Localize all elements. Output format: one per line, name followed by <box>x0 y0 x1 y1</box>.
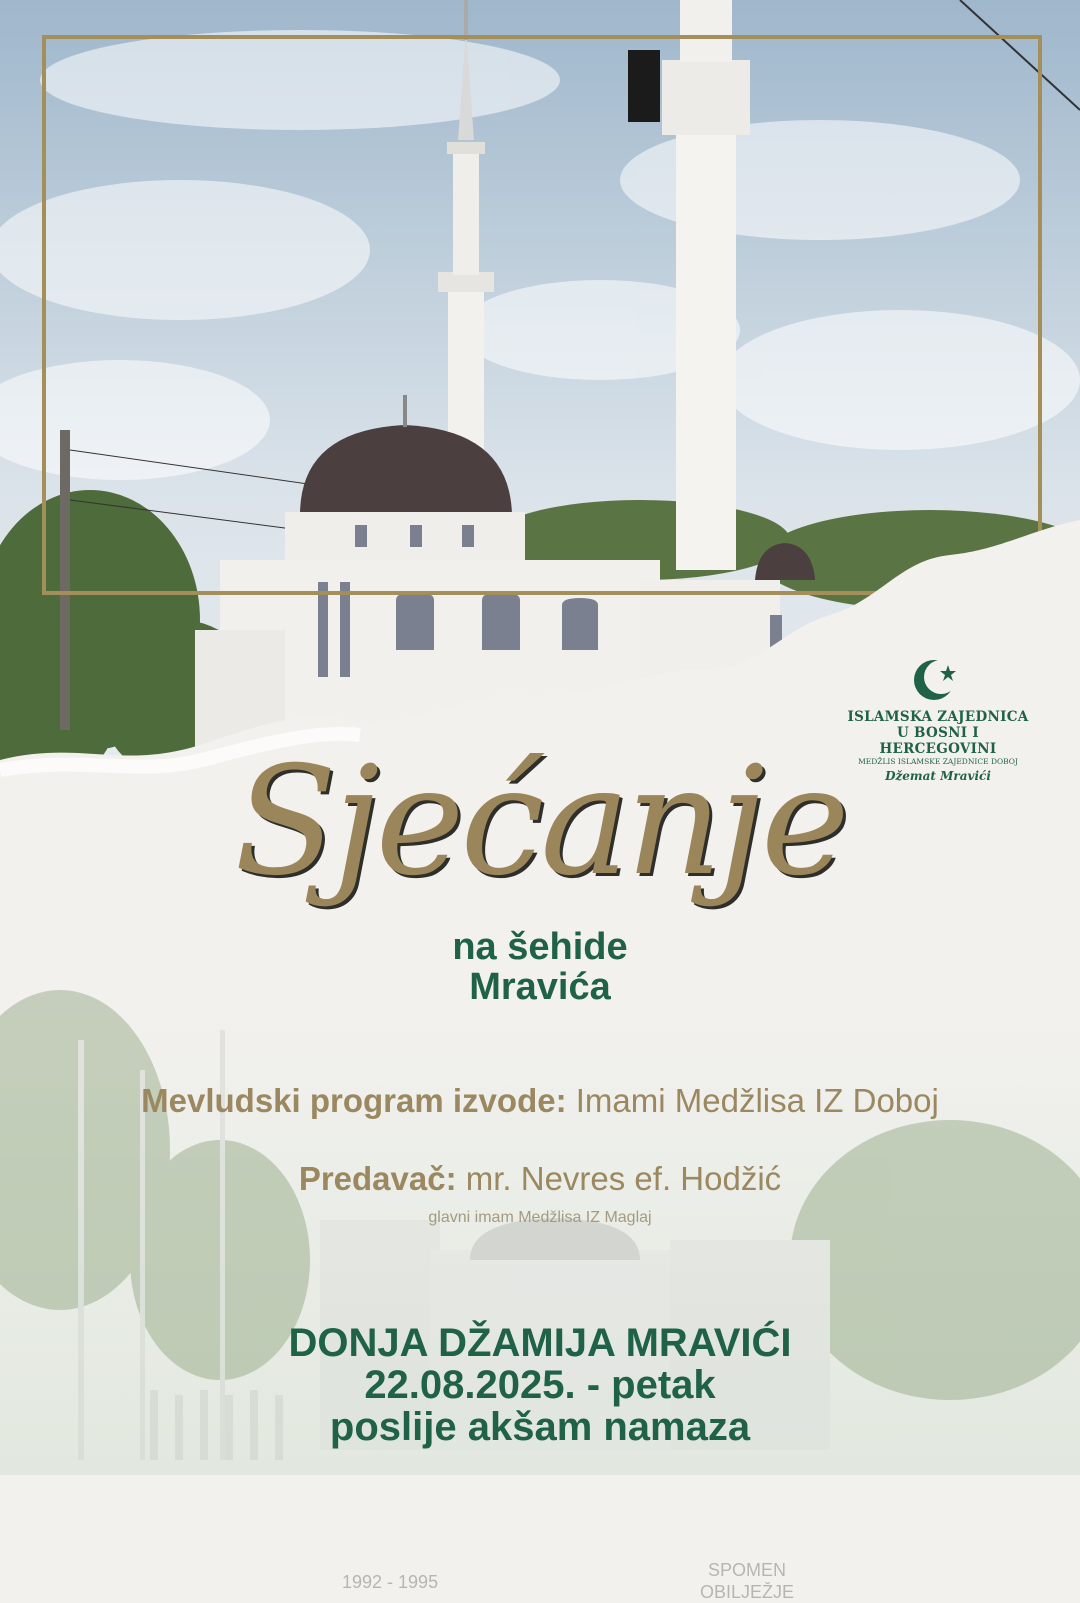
lecturer-label: Predavač: <box>298 1160 457 1197</box>
logo-line1: ISLAMSKA ZAJEDNICA <box>847 709 1029 725</box>
footer-date: 22.08.2025. - petak <box>364 1363 716 1407</box>
memorial-sign-line1: SPOMEN <box>708 1560 787 1580</box>
poster-title: Sjećanje <box>234 735 846 909</box>
lecturer-line <box>0 1160 1080 1198</box>
logo-line4: Džemat Mravići <box>885 769 991 783</box>
program-label: Mevludski program izvode: <box>141 1082 567 1119</box>
program-value: Imami Medžlisa IZ Doboj <box>566 1082 939 1119</box>
logo-line3: MEDŽLIS ISLAMSKE ZAJEDNICE DOBOJ <box>858 757 1018 766</box>
lecturer-note: glavni imam Medžlisa IZ Maglaj <box>428 1209 652 1226</box>
program-line <box>0 1082 1080 1120</box>
footer-location: DONJA DŽAMIJA MRAVIĆI <box>288 1321 792 1365</box>
subtitle-line2: Mravića <box>469 966 611 1008</box>
subtitle-line1: na šehide <box>452 926 628 968</box>
memorial-sign-line2: OBILJEŽJE <box>700 1582 795 1602</box>
gold-frame <box>42 35 1042 595</box>
memorial-years: 1992 - 1995 <box>342 1572 439 1592</box>
lecturer-value: mr. Nevres ef. Hodžić <box>456 1160 782 1197</box>
logo-line2: U BOSNI I HERCEGOVINI <box>879 725 997 757</box>
crescent-star-icon <box>908 655 968 705</box>
footer-time: poslije akšam namaza <box>329 1405 751 1449</box>
